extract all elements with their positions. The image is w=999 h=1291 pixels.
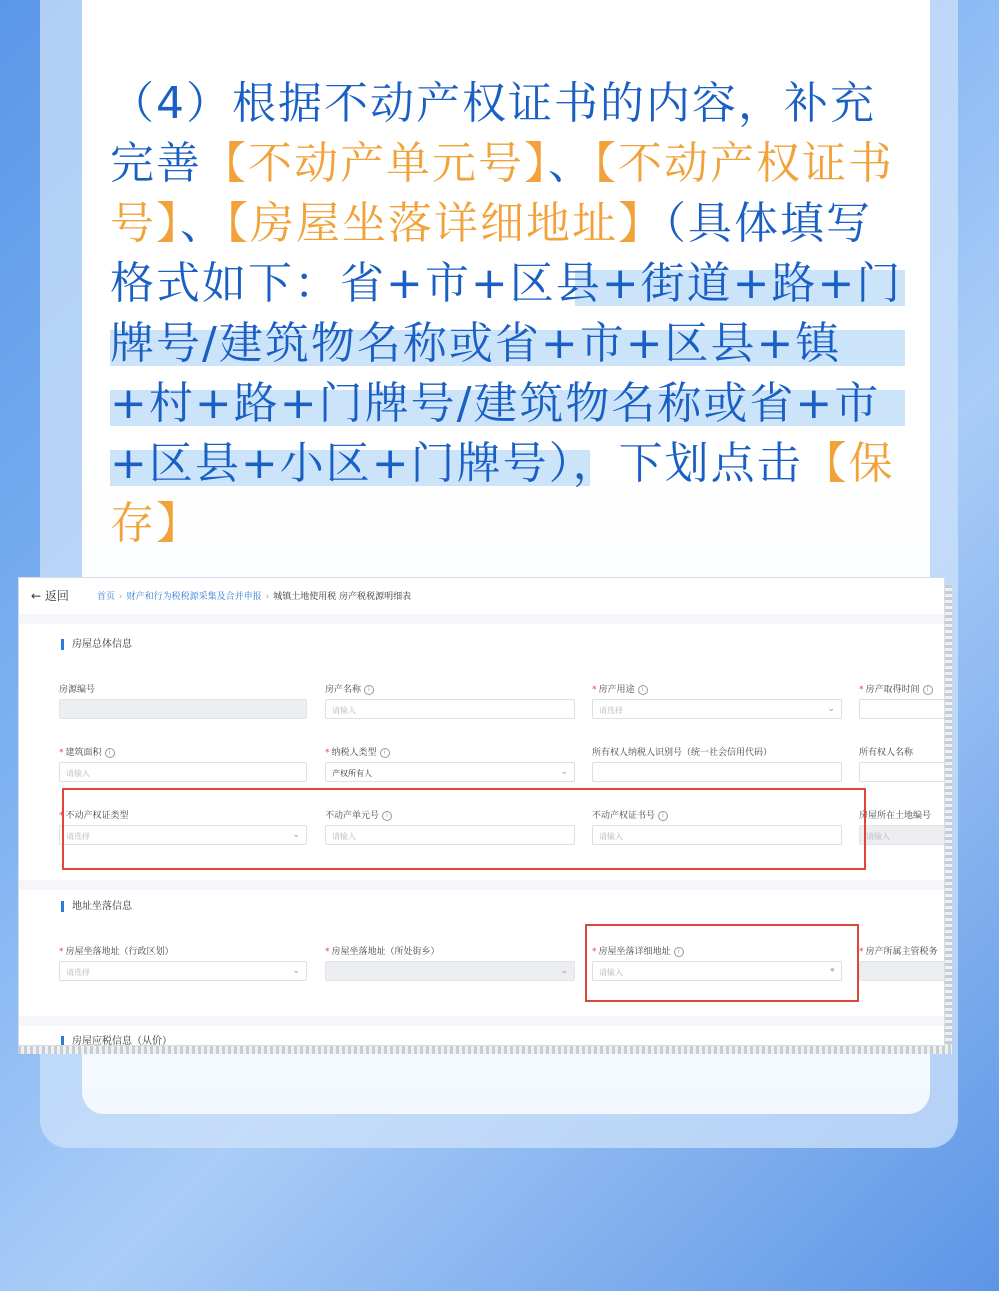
- breadcrumb-parent[interactable]: 财产和行为税税源采集及合并申报: [126, 592, 262, 602]
- building-area-input[interactable]: 请输入: [59, 762, 307, 782]
- instruction-part: （具体填写格式如下：省+市+区县+街道+路+门牌号/建筑物名称或省+市+区县+镇+村+路+门牌号/建筑物名称或省+市+区县+小区+门牌号），下划点击: [110, 198, 903, 489]
- section-title: 房屋总体信息: [61, 639, 132, 650]
- breadcrumb-home[interactable]: 首页: [97, 592, 116, 602]
- highlight-box: [62, 788, 866, 870]
- field-label: * 房产用途 i: [592, 682, 648, 695]
- breadcrumb-current: 城镇土地使用税 房产税税源明细表: [273, 592, 412, 602]
- instruction-highlight: 【保存】: [110, 438, 895, 549]
- property-name-input[interactable]: 请输入: [325, 699, 575, 719]
- top-bar: [19, 578, 944, 614]
- gap-band: [19, 1016, 944, 1026]
- chevron-down-icon: ⌄: [292, 966, 300, 976]
- field-label: 不动产单元号 i: [325, 808, 392, 821]
- tax-authority-input: [859, 961, 945, 981]
- unit-number-input[interactable]: 请输入: [325, 825, 575, 845]
- instruction-highlight: 【不动产单元号】: [202, 138, 548, 189]
- instruction-part: （4）根据不动产权证书的内容，补充完善: [110, 78, 876, 189]
- chevron-down-icon: ⌄: [560, 966, 568, 976]
- land-number-input: 请输入: [859, 825, 945, 845]
- field-label: * 房屋坐落地址（所处街乡）: [325, 947, 440, 957]
- highlight-box: [585, 924, 859, 1002]
- address-region-select[interactable]: 请选择 ⌄: [59, 961, 307, 981]
- acquire-date-input[interactable]: [859, 699, 945, 719]
- field-label: 所有权人纳税人识别号（统一社会信用代码）: [592, 748, 773, 758]
- field-label: * 房屋坐落地址（行政区划）: [59, 947, 174, 957]
- field-label: 房屋所在土地编号: [859, 811, 932, 821]
- location-pin-icon[interactable]: ⌖: [829, 966, 835, 976]
- chevron-down-icon: ⌄: [560, 767, 568, 777]
- breadcrumb-separator: ›: [119, 592, 123, 602]
- field-label: 房源编号: [59, 685, 96, 695]
- detailed-address-input[interactable]: 请输入 ⌖: [592, 961, 842, 981]
- field-label: 不动产权证书号 i: [592, 808, 668, 821]
- chevron-down-icon: ⌄: [827, 704, 835, 714]
- taxpayer-type-select[interactable]: 产权所有人 ⌄: [325, 762, 575, 782]
- info-icon: i: [105, 748, 115, 758]
- field-label: * 建筑面积 i: [59, 745, 115, 758]
- gap-band: [19, 880, 944, 890]
- back-button[interactable]: ← 返回: [31, 589, 69, 603]
- breadcrumb-separator: ›: [265, 592, 270, 602]
- instruction-part: 、: [180, 198, 226, 249]
- instruction-part: 、: [548, 138, 594, 189]
- field-label: 房产名称 i: [325, 682, 374, 695]
- chevron-down-icon: ⌄: [292, 830, 300, 840]
- field-label: * 房产取得时间 i: [859, 682, 933, 695]
- house-id-input: [59, 699, 307, 719]
- field-label: * 纳税人类型 i: [325, 745, 390, 758]
- info-icon: i: [382, 811, 392, 821]
- cert-type-select[interactable]: 请选择 ⌄: [59, 825, 307, 845]
- instruction-highlight: 【房屋坐落详细地址】: [226, 198, 664, 249]
- address-street-select: [325, 961, 575, 981]
- section-title: 房屋应税信息（从价）: [61, 1036, 172, 1046]
- gap-band: [19, 614, 944, 624]
- field-label: 所有权人名称: [859, 748, 914, 758]
- info-icon: i: [364, 685, 374, 695]
- form-screenshot: [18, 577, 945, 1046]
- info-icon: i: [380, 748, 390, 758]
- property-use-select[interactable]: 请选择 ⌄: [592, 699, 842, 719]
- field-label: * 不动产权证类型: [59, 811, 129, 821]
- field-label: * 房屋坐落详细地址 i: [592, 944, 684, 957]
- field-label: * 房产所属主管税务: [859, 947, 938, 957]
- cert-number-input[interactable]: 请输入: [592, 825, 842, 845]
- owner-tax-id-input[interactable]: [592, 762, 842, 782]
- info-icon: i: [658, 811, 668, 821]
- owner-name-input[interactable]: [859, 762, 945, 782]
- info-icon: i: [674, 947, 684, 957]
- instruction-text: [110, 74, 905, 554]
- info-icon: i: [923, 685, 933, 695]
- section-title: 地址坐落信息: [61, 901, 132, 912]
- instruction-highlight: 【不动产权证书号】: [110, 138, 894, 249]
- info-icon: i: [638, 685, 648, 695]
- breadcrumb: [97, 589, 411, 602]
